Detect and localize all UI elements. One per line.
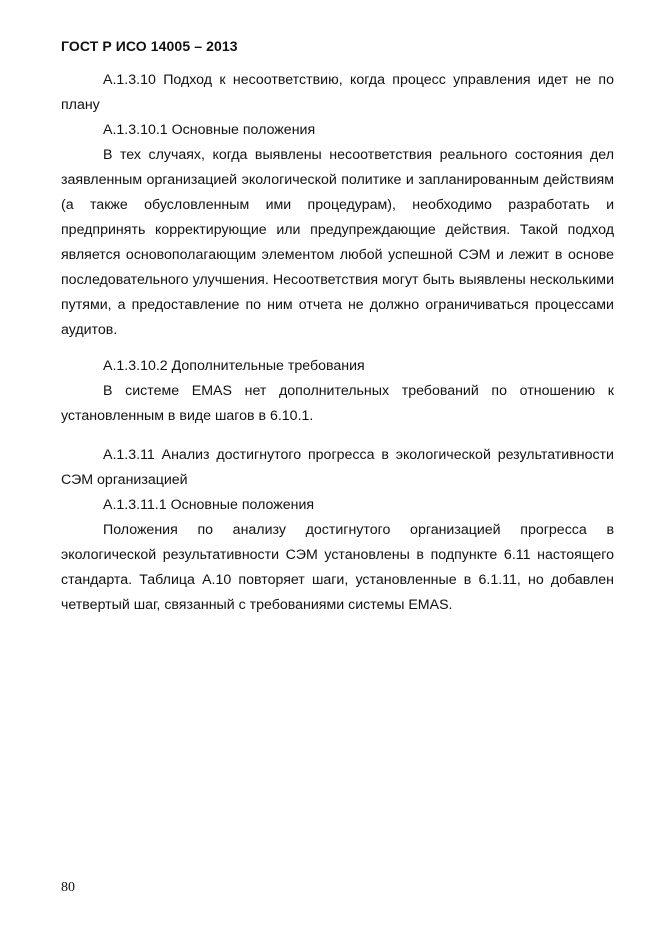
- section-heading-a-1-3-10: А.1.3.10 Подход к несоответствию, когда процесс управления идет не по плану: [61, 72, 614, 113]
- document-body: [61, 68, 614, 618]
- section-heading-a-1-3-11: А.1.3.11 Анализ достигнутого прогресса в экологической результативности СЭМ организацией: [61, 447, 614, 488]
- page-number: 80: [61, 880, 75, 895]
- subsection-heading-a-1-3-10-1: А.1.3.10.1 Основные положения: [103, 122, 316, 138]
- subsection-heading-a-1-3-11-1: А.1.3.11.1 Основные положения: [103, 497, 315, 513]
- paragraph-a-1-3-10-1: В тех случаях, когда выявлены несоответствия реального состояния дел заявленным организацией экологической политике и запланированным действиям (а также обусловленным ими процедурам), необходимо разработать и предпринять корректирующие или предупреждающие действия. Такой подход является основополагающим элементом любой успешной СЭМ и лежит в основе последовательного улучшения. Несоответствия могут быть выявлены несколькими путями, а предоставление по ним отчета не должно ограничиваться процессами аудитов.: [61, 147, 614, 338]
- document-header: ГОСТ Р ИСО 14005 – 2013: [61, 38, 238, 54]
- subsection-heading-a-1-3-10-2: А.1.3.10.2 Дополнительные требования: [103, 358, 365, 374]
- paragraph-a-1-3-11-1: Положения по анализу достигнутого организацией прогресса в экологической результативности СЭМ установлены в подпункте 6.11 настоящего стандарта. Таблица А.10 повторяет шаги, установленные в 6.1.11, но добавлен четвертый шаг, связанный с требованиями системы EMAS.: [61, 522, 614, 613]
- paragraph-a-1-3-10-2: В системе EMAS нет дополнительных требований по отношению к установленным в виде шагов в 6.10.1.: [61, 383, 614, 424]
